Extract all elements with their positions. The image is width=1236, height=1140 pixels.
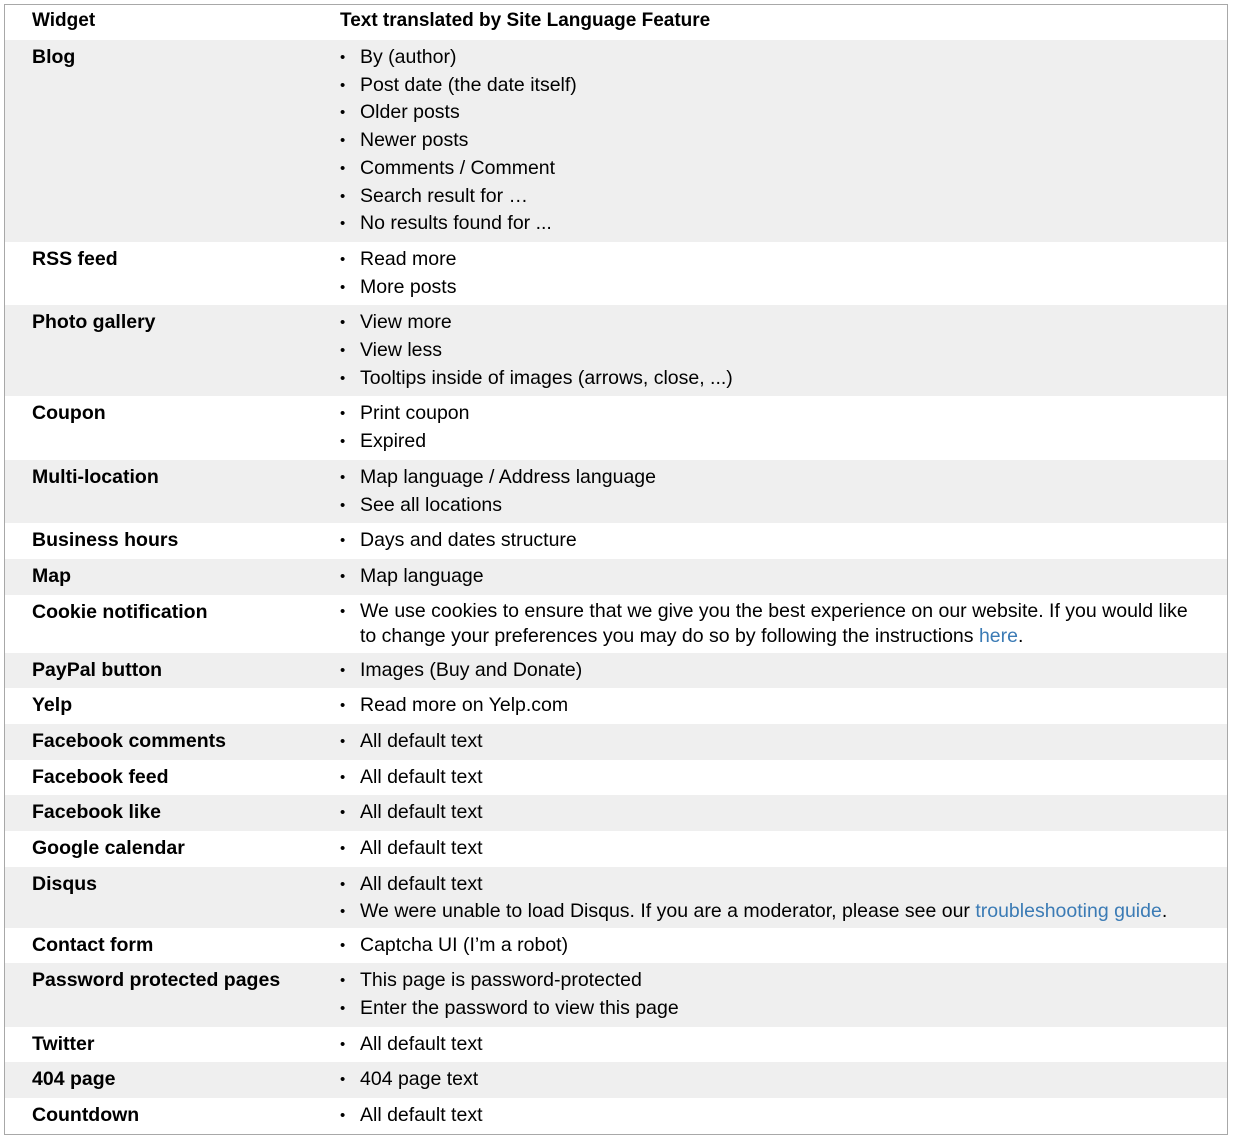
list-item: • View less (312, 337, 1227, 365)
list-item: • More posts (312, 274, 1227, 302)
table-row (5, 831, 1227, 867)
widget-name: PayPal button (5, 653, 312, 689)
table-row (5, 460, 1227, 523)
translated-items-list (312, 305, 1227, 396)
widget-name: Business hours (5, 523, 312, 559)
widget-name: Multi-location (5, 460, 312, 523)
widget-name: Cookie notification (5, 595, 312, 653)
list-item: • All default text (312, 728, 1227, 756)
table-row (5, 688, 1227, 724)
list-item: • Map language (312, 563, 1227, 591)
list-item: • All default text (312, 835, 1227, 863)
list-item: • All default text (312, 764, 1227, 792)
widget-name: Contact form (5, 928, 312, 964)
widget-name: Photo gallery (5, 305, 312, 396)
widget-translation-table (5, 5, 1227, 1134)
list-item: • All default text (312, 1102, 1227, 1130)
list-item (312, 899, 1227, 924)
translated-items-cell (312, 40, 1227, 242)
list-item: • View more (312, 309, 1227, 337)
inline-link[interactable]: troubleshooting guide (975, 899, 1162, 922)
widget-name: Coupon (5, 396, 312, 459)
list-item: • All default text (312, 799, 1227, 827)
header-widget: Widget (32, 10, 96, 31)
table-body (5, 40, 1227, 1134)
table-row (5, 1098, 1227, 1134)
translated-items-cell (312, 460, 1227, 523)
table-row (5, 242, 1227, 305)
table-row (5, 305, 1227, 396)
translated-items-cell (312, 1098, 1227, 1134)
translated-items-cell (312, 760, 1227, 796)
translated-items-list (312, 396, 1227, 459)
translated-items-cell (312, 242, 1227, 305)
table-header-row (5, 5, 1227, 40)
table-row (5, 928, 1227, 964)
table-row (5, 653, 1227, 689)
table-row (5, 396, 1227, 459)
translated-items-list (312, 867, 1227, 928)
translated-items-cell (312, 724, 1227, 760)
list-item: • Search result for … (312, 183, 1227, 211)
list-item: • Enter the password to view this page (312, 995, 1227, 1023)
item-text: We use cookies to ensure that we give you the best experience on our website. If you would like to change your preferences you may do so by following the instructions (360, 599, 1188, 647)
list-item: • Expired (312, 428, 1227, 456)
table-row (5, 595, 1227, 653)
translated-items-list (312, 559, 1227, 595)
list-item: • By (author) (312, 44, 1227, 72)
translated-items-list (312, 653, 1227, 689)
widget-name: Disqus (5, 867, 312, 928)
translated-items-list (312, 831, 1227, 867)
table-row (5, 1027, 1227, 1063)
table-row (5, 559, 1227, 595)
widget-name: Google calendar (5, 831, 312, 867)
header-translated-text: Text translated by Site Language Feature (340, 10, 711, 31)
widget-name: Countdown (5, 1098, 312, 1134)
translated-items-list (312, 724, 1227, 760)
list-item: • No results found for ... (312, 210, 1227, 238)
translated-items-list (312, 460, 1227, 523)
widget-name: Password protected pages (5, 963, 312, 1026)
widget-name: Blog (5, 40, 312, 242)
translated-items-cell (312, 653, 1227, 689)
translated-items-cell (312, 1027, 1227, 1063)
widget-name: Facebook comments (5, 724, 312, 760)
list-item (312, 599, 1227, 649)
translated-items-list (312, 523, 1227, 559)
widget-name: Facebook feed (5, 760, 312, 796)
list-item: • This page is password-protected (312, 967, 1227, 995)
translated-items-list (312, 688, 1227, 724)
translated-items-list (312, 595, 1227, 653)
item-text: We were unable to load Disqus. If you are a moderator, please see our (360, 899, 976, 922)
table-row (5, 867, 1227, 928)
translated-items-cell (312, 595, 1227, 653)
translated-items-cell (312, 831, 1227, 867)
widget-table-frame (4, 4, 1228, 1135)
translated-items-list (312, 242, 1227, 305)
translated-items-list (312, 40, 1227, 242)
list-item: • Tooltips inside of images (arrows, close, ...) (312, 365, 1227, 393)
widget-name: Twitter (5, 1027, 312, 1063)
table-row (5, 40, 1227, 242)
list-item: • Read more (312, 246, 1227, 274)
list-item: • Map language / Address language (312, 464, 1227, 492)
translated-items-cell (312, 305, 1227, 396)
translated-items-cell (312, 928, 1227, 964)
list-item: • Comments / Comment (312, 155, 1227, 183)
list-item: • 404 page text (312, 1066, 1227, 1094)
translated-items-cell (312, 1062, 1227, 1098)
table-row (5, 724, 1227, 760)
list-item: • Post date (the date itself) (312, 72, 1227, 100)
translated-items-cell (312, 963, 1227, 1026)
table-row (5, 760, 1227, 796)
table-row (5, 795, 1227, 831)
translated-items-list (312, 1098, 1227, 1134)
item-text-end: . (1017, 624, 1024, 647)
translated-items-cell (312, 559, 1227, 595)
table-row (5, 1062, 1227, 1098)
translated-items-cell (312, 523, 1227, 559)
translated-items-cell (312, 396, 1227, 459)
translated-items-list (312, 928, 1227, 964)
widget-name: RSS feed (5, 242, 312, 305)
translated-items-list (312, 1062, 1227, 1098)
table-row (5, 963, 1227, 1026)
list-item: • Captcha UI (I’m a robot) (312, 932, 1227, 960)
list-item: • Print coupon (312, 400, 1227, 428)
table-row (5, 523, 1227, 559)
widget-name: Map (5, 559, 312, 595)
list-item: • Newer posts (312, 127, 1227, 155)
list-item: • Read more on Yelp.com (312, 692, 1227, 720)
widget-name: 404 page (5, 1062, 312, 1098)
translated-items-cell (312, 795, 1227, 831)
inline-link[interactable]: here (978, 624, 1018, 647)
translated-items-cell (312, 688, 1227, 724)
widget-name: Yelp (5, 688, 312, 724)
translated-items-list (312, 760, 1227, 796)
list-item: • All default text (312, 871, 1227, 899)
translated-items-list (312, 795, 1227, 831)
translated-items-cell (312, 867, 1227, 928)
list-item: • Days and dates structure (312, 527, 1227, 555)
translated-items-list (312, 1027, 1227, 1063)
item-text-end: . (1161, 899, 1168, 922)
translated-items-list (312, 963, 1227, 1026)
list-item: • See all locations (312, 492, 1227, 520)
widget-name: Facebook like (5, 795, 312, 831)
list-item: • Images (Buy and Donate) (312, 657, 1227, 685)
list-item: • Older posts (312, 99, 1227, 127)
list-item: • All default text (312, 1031, 1227, 1059)
